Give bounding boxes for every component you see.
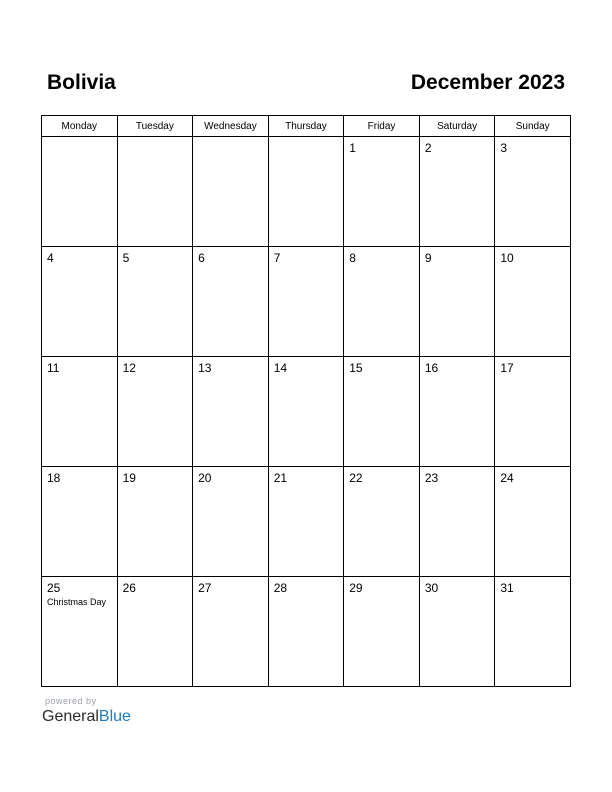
week-row bbox=[42, 357, 571, 467]
weekday-header: Saturday bbox=[419, 116, 495, 137]
day-cell bbox=[268, 137, 344, 247]
day-cell bbox=[495, 247, 571, 357]
day-cell bbox=[268, 247, 344, 357]
month-title: December 2023 bbox=[410, 71, 565, 94]
day-cell bbox=[344, 467, 420, 577]
day-cell bbox=[268, 357, 344, 467]
day-cell bbox=[268, 577, 344, 687]
day-cell bbox=[193, 247, 269, 357]
day-number: 3 bbox=[500, 141, 508, 155]
day-number: 28 bbox=[273, 581, 288, 595]
holiday-label: Christmas Day bbox=[47, 597, 107, 607]
day-cell bbox=[42, 357, 118, 467]
day-number: 23 bbox=[424, 471, 439, 485]
day-cell bbox=[419, 467, 495, 577]
day-number: 22 bbox=[349, 471, 363, 485]
day-number: 19 bbox=[122, 471, 136, 485]
country-title: Bolivia bbox=[47, 71, 116, 94]
generalblue-logo[interactable] bbox=[42, 708, 131, 726]
day-number: 4 bbox=[47, 251, 54, 265]
day-cell bbox=[117, 357, 193, 467]
weekday-header: Friday bbox=[344, 116, 420, 137]
week-row bbox=[42, 137, 571, 247]
day-number: 10 bbox=[500, 251, 514, 265]
day-number: 30 bbox=[424, 581, 439, 595]
week-row bbox=[42, 577, 571, 687]
day-cell bbox=[495, 467, 571, 577]
day-number: 15 bbox=[349, 361, 363, 375]
day-cell bbox=[344, 247, 420, 357]
day-cell bbox=[117, 577, 193, 687]
day-cell bbox=[193, 357, 269, 467]
weekday-header: Wednesday bbox=[193, 116, 269, 137]
day-number: 2 bbox=[424, 141, 432, 155]
day-cell bbox=[419, 137, 495, 247]
day-number: 16 bbox=[424, 361, 439, 375]
weekday-header-row bbox=[42, 116, 571, 137]
day-cell bbox=[344, 137, 420, 247]
day-number: 24 bbox=[500, 471, 514, 485]
day-number: 7 bbox=[273, 251, 281, 265]
day-cell bbox=[42, 247, 118, 357]
day-cell bbox=[268, 467, 344, 577]
day-number: 27 bbox=[198, 581, 212, 595]
weekday-header: Sunday bbox=[495, 116, 571, 137]
day-cell bbox=[193, 577, 269, 687]
day-cell bbox=[117, 137, 193, 247]
day-number: 1 bbox=[349, 141, 356, 155]
day-number: 18 bbox=[47, 471, 61, 485]
day-cell bbox=[193, 137, 269, 247]
day-number: 13 bbox=[198, 361, 212, 375]
weekday-header: Thursday bbox=[268, 116, 344, 137]
day-cell bbox=[42, 577, 118, 687]
week-row bbox=[42, 247, 571, 357]
weekday-header: Tuesday bbox=[117, 116, 193, 137]
day-cell bbox=[419, 357, 495, 467]
day-number: 6 bbox=[198, 251, 205, 265]
day-cell bbox=[495, 577, 571, 687]
day-number: 31 bbox=[500, 581, 514, 595]
day-number: 29 bbox=[349, 581, 363, 595]
day-number: 8 bbox=[349, 251, 356, 265]
day-number: 14 bbox=[273, 361, 288, 375]
day-cell bbox=[117, 247, 193, 357]
calendar-grid bbox=[41, 115, 571, 687]
day-number: 17 bbox=[500, 361, 514, 375]
day-cell bbox=[42, 467, 118, 577]
weekday-header: Monday bbox=[42, 116, 118, 137]
day-number: 20 bbox=[198, 471, 212, 485]
day-number: 21 bbox=[273, 471, 288, 485]
day-number: 25 bbox=[47, 581, 61, 595]
day-number: 5 bbox=[122, 251, 130, 265]
day-cell bbox=[419, 577, 495, 687]
day-cell bbox=[193, 467, 269, 577]
day-number: 11 bbox=[47, 361, 60, 375]
day-cell bbox=[117, 467, 193, 577]
day-cell bbox=[42, 137, 118, 247]
day-number: 26 bbox=[122, 581, 136, 595]
brand-general-text: General bbox=[42, 708, 99, 725]
day-cell bbox=[344, 357, 420, 467]
day-cell bbox=[495, 137, 571, 247]
brand-blue-text: Blue bbox=[98, 708, 131, 725]
day-number: 9 bbox=[424, 251, 432, 265]
day-cell bbox=[419, 247, 495, 357]
powered-by-text: powered by bbox=[45, 696, 97, 706]
week-row bbox=[42, 467, 571, 577]
day-cell bbox=[495, 357, 571, 467]
day-cell bbox=[344, 577, 420, 687]
day-number: 12 bbox=[122, 361, 136, 375]
